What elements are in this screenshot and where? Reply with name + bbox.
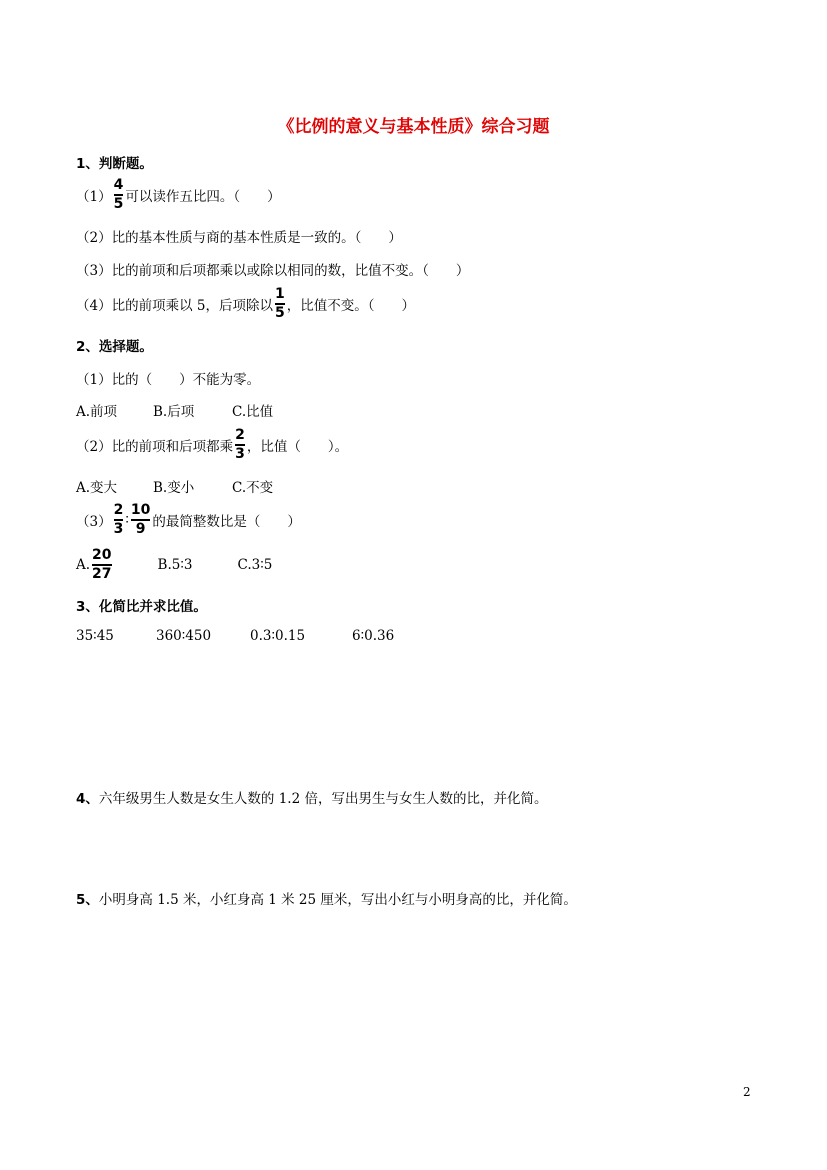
ratio-item: 360∶450 [156,628,212,644]
q2-sub2-text: ，比值（ ）。 [246,438,349,455]
q5-text: 小明身高 1.5 米，小红身高 1 米 25 厘米，写出小红与小明身高的比，并化简。 [98,892,577,908]
q1-item-3: （3）比的前项和后项都乘以或除以相同的数，比值不变。（ ） [76,263,470,279]
fraction-denominator: 27 [92,565,112,582]
q5-heading: 5、 [76,892,99,908]
fraction-numerator: 2 [235,427,245,443]
fraction-2-3 [114,503,124,537]
option-b: B.5∶3 [157,556,193,573]
fraction-denominator: 3 [235,445,245,462]
fraction-denominator: 5 [113,195,124,212]
q1-item-4-prefix: （4）比的前项乘以 5，后项除以 [76,297,273,314]
q1-item-4 [76,287,415,321]
q4-heading: 4、 [76,791,99,807]
option-c: C.不变 [232,480,274,496]
page-number: 2 [743,1085,751,1099]
fraction-10-9 [131,503,150,537]
q2-sub3-prefix: （3） [76,513,112,530]
page-title: 《比例的意义与基本性质》综合习题 [277,117,550,137]
option-b: B.后项 [153,404,195,420]
q3-heading: 3、化简比并求比值。 [76,599,207,615]
fraction-2-3 [235,428,245,462]
option-c: C.比值 [232,404,274,420]
ratio-colon: ∶ [125,511,129,528]
q2-heading: 2、选择题。 [76,339,153,355]
ratio-item: 0.3∶0.15 [250,628,306,644]
q2-sub3-options [76,548,272,582]
q2-sub3-text: 的最简整数比是（ ） [152,513,301,530]
q1-item-1 [76,178,281,212]
option-b: B.变小 [153,480,195,496]
q2-sub3 [76,503,301,537]
q1-item-2: （2）比的基本性质与商的基本性质是一致的。（ ） [76,230,402,246]
q5 [76,888,577,908]
q1-item-1-text: 可以读作五比四。（ ） [125,188,281,205]
fraction-20-27 [92,548,111,582]
fraction-numerator: 4 [113,177,124,193]
fraction-numerator: 2 [113,502,124,518]
option-c: C.3∶5 [237,556,273,573]
fraction-4-5 [114,178,124,212]
ratio-item: 6∶0.36 [352,628,395,644]
fraction-denominator: 3 [113,520,124,537]
q2-sub2 [76,428,348,462]
fraction-numerator: 1 [274,286,285,302]
q3-ratios [76,628,394,644]
fraction-numerator: 20 [92,547,112,563]
q1-item-4-text: ，比值不变。（ ） [286,297,415,314]
option-a: A.变大 [76,480,118,496]
option-a: A.前项 [76,404,118,420]
fraction-numerator: 10 [130,502,151,518]
fraction-1-5 [275,287,285,321]
q1-item-1-prefix: （1） [76,188,112,205]
q2-sub1-options [76,400,273,420]
q2-sub2-prefix: （2）比的前项和后项都乘 [76,438,234,455]
q4 [76,787,547,807]
fraction-denominator: 9 [135,520,146,537]
q4-text: 六年级男生人数是女生人数的 1.2 倍，写出男生与女生人数的比，并化简。 [98,791,548,807]
q2-sub2-options [76,476,273,496]
fraction-denominator: 5 [274,304,285,321]
q1-heading: 1、判断题。 [76,156,153,172]
ratio-item: 35∶45 [76,628,114,644]
q2-sub1: （1）比的（ ）不能为零。 [76,372,261,388]
option-a-label: A. [76,556,91,573]
